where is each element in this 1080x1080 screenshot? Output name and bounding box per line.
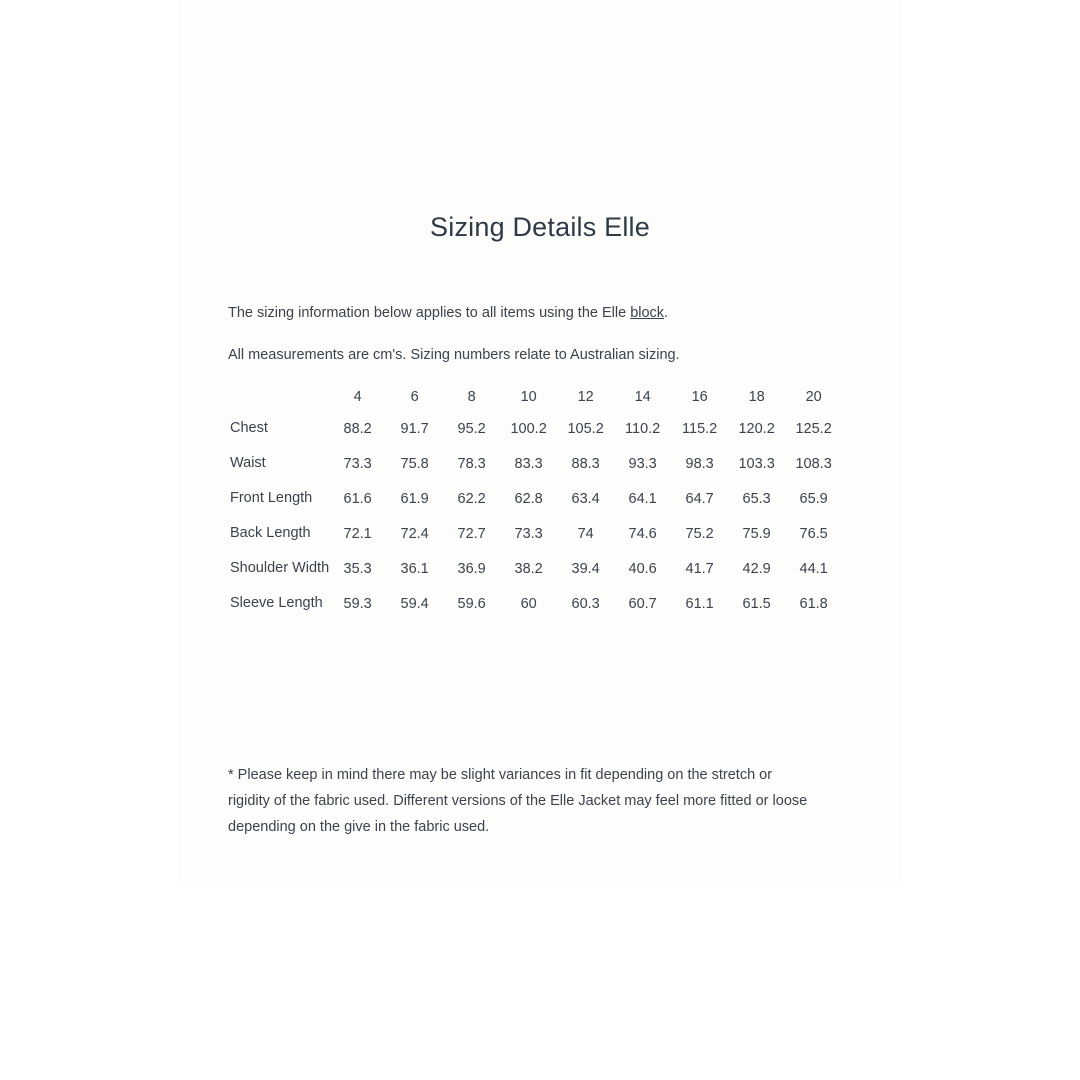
cell-front-length-10: 62.8 [514,490,543,507]
cell-waist-12: 88.3 [571,455,600,472]
cell-back-length-6: 72.4 [400,525,429,542]
intro-text-before-link: The sizing information below applies to all items using the Elle [228,305,631,321]
cell-back-length-12: 74 [577,525,594,542]
cell-waist-10: 83.3 [514,455,543,472]
cell-chest-8: 95.2 [457,420,486,437]
intro-paragraph-2: All measurements are cm's. Sizing numbers relate to Australian sizing. [228,347,680,363]
cell-shoulder-width-10: 38.2 [514,560,543,577]
table-row [228,551,842,586]
row-label-chest: Chest [230,420,268,436]
column-header-14: 14 [634,389,651,405]
cell-sleeve-length-6: 59.4 [400,595,429,612]
row-label-sleeve-length: Sleeve Length [230,595,323,611]
row-label-front-length: Front Length [230,490,313,506]
column-header-6: 6 [410,389,419,405]
table-row [228,586,842,621]
cell-chest-20: 125.2 [795,420,832,437]
cell-back-length-10: 73.3 [514,525,543,542]
cell-chest-6: 91.7 [400,420,429,437]
cell-sleeve-length-14: 60.7 [628,595,657,612]
column-header-10: 10 [520,389,537,405]
cell-shoulder-width-20: 44.1 [799,560,828,577]
cell-sleeve-length-20: 61.8 [799,595,828,612]
table-row [228,411,842,446]
cell-chest-16: 115.2 [682,420,718,437]
cell-shoulder-width-18: 42.9 [742,560,771,577]
cell-sleeve-length-12: 60.3 [571,595,600,612]
block-link[interactable]: block [630,305,665,321]
table-header-row [228,385,842,411]
cell-back-length-4: 72.1 [343,525,372,542]
cell-shoulder-width-6: 36.1 [400,560,429,577]
cell-front-length-14: 64.1 [628,490,657,507]
table-row [228,481,842,516]
cell-front-length-16: 64.7 [685,490,714,507]
row-label-waist: Waist [230,455,266,471]
cell-waist-18: 103.3 [738,455,775,472]
cell-chest-18: 120.2 [738,420,775,437]
page-title: Sizing Details Elle [430,212,650,242]
column-header-4: 4 [353,389,362,405]
cell-back-length-8: 72.7 [457,525,486,542]
row-label-back-length: Back Length [230,525,311,541]
table-row [228,446,842,481]
cell-shoulder-width-8: 36.9 [457,560,486,577]
cell-front-length-12: 63.4 [571,490,600,507]
cell-shoulder-width-12: 39.4 [571,560,600,577]
cell-sleeve-length-8: 59.6 [457,595,486,612]
cell-back-length-18: 75.9 [742,525,771,542]
row-label-shoulder-width: Shoulder Width [230,560,330,576]
cell-shoulder-width-14: 40.6 [628,560,657,577]
cell-waist-14: 93.3 [628,455,657,472]
cell-front-length-8: 62.2 [457,490,486,507]
cell-chest-12: 105.2 [567,420,604,437]
cell-front-length-4: 61.6 [343,490,372,507]
cell-waist-6: 75.8 [400,455,429,472]
cell-chest-4: 88.2 [343,420,372,437]
cell-shoulder-width-16: 41.7 [685,560,714,577]
cell-sleeve-length-4: 59.3 [343,595,372,612]
cell-front-length-20: 65.9 [799,490,828,507]
footnote-text: * Please keep in mind there may be slight variances in fit depending on the stretch or rigidity of the fabric used. Different versions of the Elle Jacket may feel more fitted or loose depending on the give in the fabric used. [228,767,808,835]
cell-sleeve-length-10: 60 [520,595,537,612]
cell-chest-14: 110.2 [625,420,661,437]
cell-sleeve-length-18: 61.5 [742,595,771,612]
table-corner-cell [228,385,329,411]
cell-front-length-18: 65.3 [742,490,771,507]
cell-shoulder-width-4: 35.3 [343,560,372,577]
intro-text-after-link: . [664,305,669,321]
cell-back-length-14: 74.6 [628,525,657,542]
cell-waist-8: 78.3 [457,455,486,472]
column-header-20: 20 [805,389,822,405]
table-row [228,516,842,551]
column-header-16: 16 [691,389,708,405]
column-header-12: 12 [577,389,594,405]
cell-back-length-20: 76.5 [799,525,828,542]
cell-waist-4: 73.3 [343,455,372,472]
column-header-8: 8 [467,389,476,405]
cell-waist-16: 98.3 [685,455,714,472]
column-header-18: 18 [748,389,765,405]
cell-back-length-16: 75.2 [685,525,714,542]
cell-sleeve-length-16: 61.1 [685,595,714,612]
cell-front-length-6: 61.9 [400,490,429,507]
cell-waist-20: 108.3 [795,455,832,472]
cell-chest-10: 100.2 [510,420,547,437]
intro-paragraph-1 [228,303,888,324]
sizing-table [228,385,842,621]
